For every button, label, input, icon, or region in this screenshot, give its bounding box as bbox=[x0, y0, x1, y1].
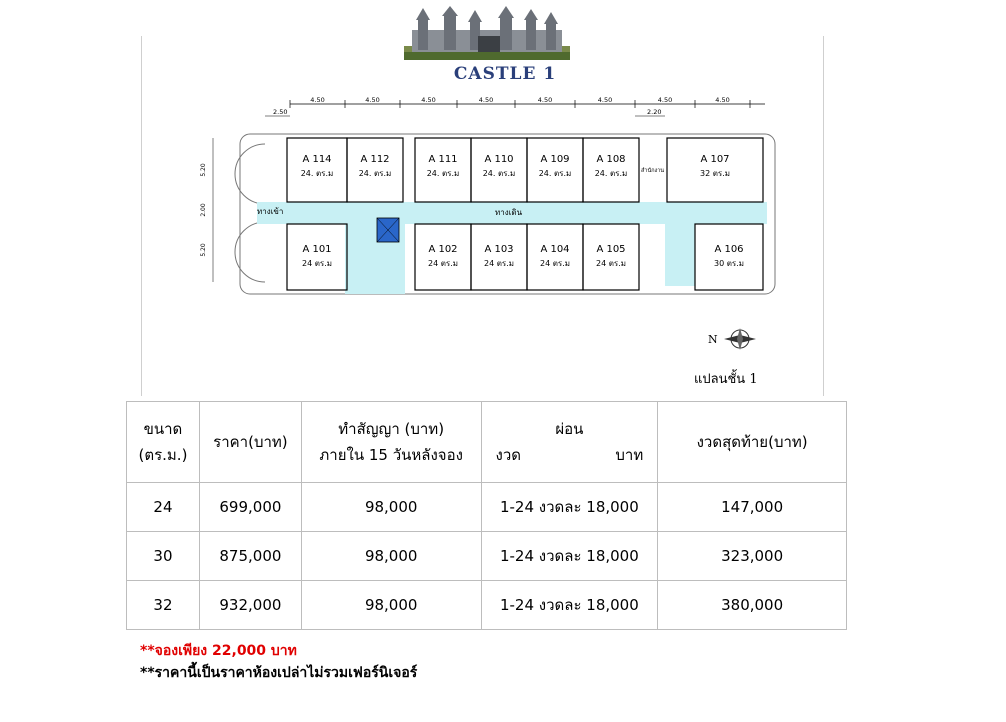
cell-size: 30 bbox=[127, 532, 200, 581]
compass-letter: N bbox=[708, 333, 718, 346]
room-area: 24. ตร.ม bbox=[358, 169, 392, 178]
dimension-label: 4.50 bbox=[715, 96, 730, 104]
cell-contract: 98,000 bbox=[301, 581, 481, 630]
floor-plan bbox=[195, 92, 785, 302]
room-area: 24 ตร.ม bbox=[427, 259, 459, 268]
dimension-label: 4.50 bbox=[657, 96, 673, 104]
header-price: ราคา(บาท) bbox=[199, 402, 301, 483]
furniture-note: **ราคานี้เป็นราคาห้องเปล่าไม่รวมเฟอร์นิเจอร์ bbox=[140, 665, 418, 681]
plan-caption: แปลนชั้น 1 bbox=[694, 372, 758, 387]
header-installment bbox=[481, 402, 658, 483]
cell-contract: 98,000 bbox=[301, 483, 481, 532]
dimension-label: 4.50 bbox=[310, 96, 325, 104]
room-name: A 111 bbox=[428, 154, 458, 165]
cell-installment: 1-24 งวดละ 18,000 bbox=[481, 532, 658, 581]
office-label: สำนักงาน bbox=[641, 168, 665, 174]
room-area: 24 ตร.ม bbox=[483, 259, 515, 268]
cell-price: 932,000 bbox=[199, 581, 301, 630]
header-contract-line2: ภายใน 15 วันหลังจอง bbox=[319, 446, 463, 464]
north-compass-icon bbox=[706, 326, 762, 352]
table-row bbox=[127, 581, 847, 630]
header-contract-line1: ทำสัญญา (บาท) bbox=[338, 420, 445, 438]
left-guide-line bbox=[141, 36, 142, 396]
table-row bbox=[127, 483, 847, 532]
header-contract bbox=[301, 402, 481, 483]
header-size bbox=[127, 402, 200, 483]
room-name: A 102 bbox=[428, 244, 458, 255]
room-area: 24 ตร.ม bbox=[595, 259, 627, 268]
dimension-label: 4.50 bbox=[597, 96, 613, 104]
header-size-line2: (ตร.ม.) bbox=[138, 446, 188, 464]
room-area: 24 ตร.ม bbox=[539, 259, 571, 268]
price-table bbox=[126, 401, 847, 630]
dimension-label: 4.50 bbox=[537, 96, 553, 104]
dimension-label: 4.50 bbox=[478, 96, 494, 104]
castle-illustration bbox=[404, 6, 570, 60]
header-installment-baht: บาท bbox=[615, 446, 644, 464]
room-name: A 106 bbox=[714, 244, 744, 255]
room-area: 24. ตร.ม bbox=[426, 169, 460, 178]
room-area: 30 ตร.ม bbox=[713, 259, 745, 268]
cell-size: 24 bbox=[127, 483, 200, 532]
cell-final: 380,000 bbox=[658, 581, 847, 630]
building-title: CASTLE 1 bbox=[453, 64, 557, 84]
booking-note: **จองเพียง 22,000 บาท bbox=[140, 643, 297, 659]
header-size-line1: ขนาด bbox=[143, 420, 183, 438]
table-header-row bbox=[127, 402, 847, 483]
cell-price: 875,000 bbox=[199, 532, 301, 581]
room-name: A 103 bbox=[484, 244, 514, 255]
room-area: 24. ตร.ม bbox=[538, 169, 572, 178]
room-area: 32 ตร.ม bbox=[699, 169, 731, 178]
room-area: 24. ตร.ม bbox=[300, 169, 334, 178]
room-area: 24. ตร.ม bbox=[594, 169, 628, 178]
cell-contract: 98,000 bbox=[301, 532, 481, 581]
dim-side-1: 5.20 bbox=[200, 163, 207, 177]
cell-final: 323,000 bbox=[658, 532, 847, 581]
dim-side-2: 2.00 bbox=[200, 203, 207, 217]
cell-final: 147,000 bbox=[658, 483, 847, 532]
room-name: A 109 bbox=[540, 154, 570, 165]
entrance-label: ทางเข้า bbox=[257, 207, 284, 216]
right-guide-line bbox=[823, 36, 824, 396]
cell-installment: 1-24 งวดละ 18,000 bbox=[481, 483, 658, 532]
room-name: A 105 bbox=[596, 244, 626, 255]
corridor-label: ทางเดิน bbox=[495, 208, 523, 217]
dim-right-offset: 2.20 bbox=[647, 108, 662, 116]
dimension-label: 4.50 bbox=[365, 96, 380, 104]
room-name: A 112 bbox=[360, 154, 390, 165]
header-installment-periods: งวด bbox=[495, 446, 522, 464]
dim-side-3: 5.20 bbox=[200, 243, 207, 257]
room-name: A 110 bbox=[484, 154, 514, 165]
room-name: A 104 bbox=[540, 244, 570, 255]
room-name: A 101 bbox=[302, 244, 332, 255]
dim-left-offset: 2.50 bbox=[273, 108, 288, 116]
cell-price: 699,000 bbox=[199, 483, 301, 532]
cell-installment: 1-24 งวดละ 18,000 bbox=[481, 581, 658, 630]
room-name: A 108 bbox=[596, 154, 626, 165]
room-name: A 114 bbox=[302, 154, 332, 165]
cell-size: 32 bbox=[127, 581, 200, 630]
room-name: A 107 bbox=[700, 154, 730, 165]
table-row bbox=[127, 532, 847, 581]
room-area: 24 ตร.ม bbox=[301, 259, 333, 268]
dimension-label: 4.50 bbox=[421, 96, 436, 104]
header-final: งวดสุดท้าย(บาท) bbox=[658, 402, 847, 483]
header-installment-title: ผ่อน bbox=[555, 420, 584, 438]
room-area: 24. ตร.ม bbox=[482, 169, 516, 178]
